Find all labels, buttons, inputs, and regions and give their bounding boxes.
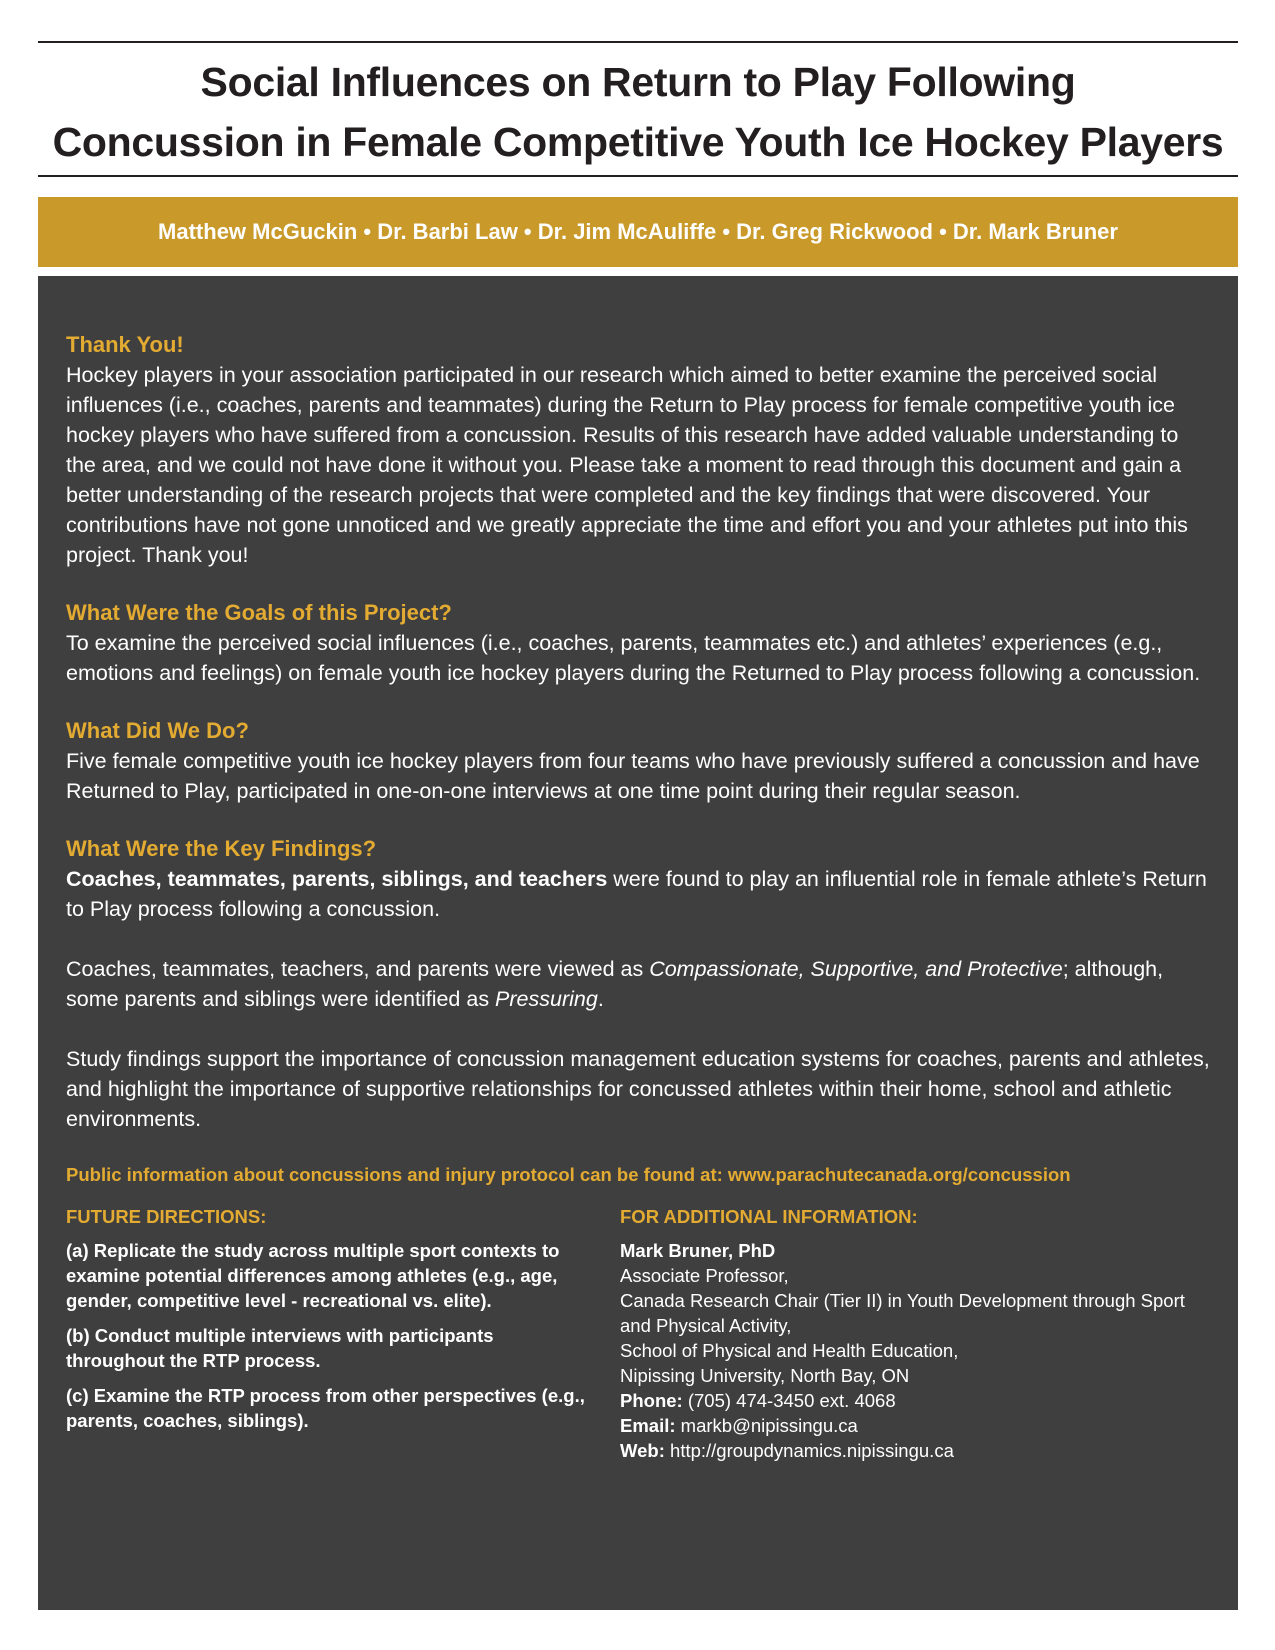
bottom-rule [38,175,1238,177]
method-body: Five female competitive youth ice hockey players from four teams who have previously suffered a concussion and have Returned to Play, participated in one-on-one interviews at one time point during their regular season. [66,749,1200,803]
email-label: Email: [620,1415,676,1436]
bottom-columns [66,1204,1210,1463]
findings-paragraph-3: Study findings support the importance of concussion management education systems for coaches, parents and athletes, and highlight the importance of supportive relationships for concussed athletes within their home, school and athletic environments. [66,1047,1210,1131]
findings-influencers: Coaches, teammates, parents, siblings, and teachers [66,867,608,891]
email-value[interactable]: markb@nipissingu.ca [675,1415,858,1436]
future-direction-item: (b) Conduct multiple interviews with participants throughout the RTP process. [66,1325,494,1371]
goals-body: To examine the perceived social influences (i.e., coaches, parents, teammates etc.) and athletes’ experiences (e.g., emotions and feelings) on female youth ice hockey players during the Returned to Play process following a concussion. [66,631,1201,685]
contact-title-line: Associate Professor, [620,1265,789,1286]
findings-heading: What Were the Key Findings? [66,836,377,861]
page-title [38,52,1238,172]
goals-heading: What Were the Goals of this Project? [66,600,452,625]
top-rule [38,41,1238,43]
content-panel [38,276,1238,1610]
contact-name: Mark Bruner, PhD [620,1240,776,1261]
thanks-heading: Thank You! [66,332,184,357]
web-link[interactable]: http://groupdynamics.nipissingu.ca [664,1440,954,1461]
thanks-body: Hockey players in your association participated in our research which aimed to better examine the perceived social influences (i.e., coaches, parents and teammates) during the Return to Play process for female competitive youth ice hockey players who have suffered from a concussion. Results of this research have added valuable understanding to the area, and we could not have done it without you. Please take a moment to read through this document and gain a better understanding of the research projects that were completed and the key findings that were discovered. Your contributions have not gone unnoticed and we greatly appreciate the time and effort you and your athletes put into this project. Thank you! [66,363,1188,567]
future-directions [66,1204,586,1463]
phone-value: (705) 474-3450 ext. 4068 [682,1390,896,1411]
findings-section [66,834,1210,1134]
findings-paragraph-2 [66,954,1210,1014]
findings-p2-start: Coaches, teammates, teachers, and parents were viewed as [66,957,650,981]
contact-title-line: School of Physical and Health Education, [620,1340,959,1361]
contact-title-line: Canada Research Chair (Tier II) in Youth Development through Sport and Physical Activity, [620,1290,1185,1336]
contact-info [620,1204,1210,1463]
thanks-section [66,330,1210,570]
authors-banner [38,197,1238,267]
findings-p2-emphasis-2: Pressuring [495,987,598,1011]
contact-web [620,1438,1210,1463]
phone-label: Phone: [620,1390,683,1411]
findings-paragraph-1 [66,864,1210,924]
goals-section [66,598,1210,688]
authors-list: Matthew McGuckin • Dr. Barbi Law • Dr. Jim McAuliffe • Dr. Greg Rickwood • Dr. Mark Bruner [158,219,1118,244]
findings-p2-end: . [597,987,604,1011]
web-label: Web: [620,1440,665,1461]
title-line-1: Social Influences on Return to Play Following [200,59,1076,105]
public-info-line: Public information about concussions and injury protocol can be found at: www.parachutecanada.org/concussion [66,1164,1071,1185]
future-direction-item: (a) Replicate the study across multiple sport contexts to examine potential differences among athletes (e.g., age, gender, competitive level - recreational vs. elite). [66,1240,560,1311]
contact-email [620,1413,1210,1438]
findings-p2-emphasis-1: Compassionate, Supportive, and Protective [649,957,1063,981]
method-section [66,716,1210,806]
findings-p2-mid: ; although, some parents and siblings were identified as [66,957,1164,1011]
method-heading: What Did We Do? [66,718,249,743]
findings-p1-text: were found to play an influential role in female athlete’s Return to Play process following a concussion. [66,867,1207,921]
contact-heading: FOR ADDITIONAL INFORMATION: [620,1206,918,1227]
future-directions-heading: FUTURE DIRECTIONS: [66,1206,267,1227]
contact-phone [620,1388,1210,1413]
contact-title-line: Nipissing University, North Bay, ON [620,1365,910,1386]
future-direction-item: (c) Examine the RTP process from other perspectives (e.g., parents, coaches, siblings). [66,1385,585,1431]
title-line-2: Concussion in Female Competitive Youth Ice Hockey Players [52,119,1224,165]
